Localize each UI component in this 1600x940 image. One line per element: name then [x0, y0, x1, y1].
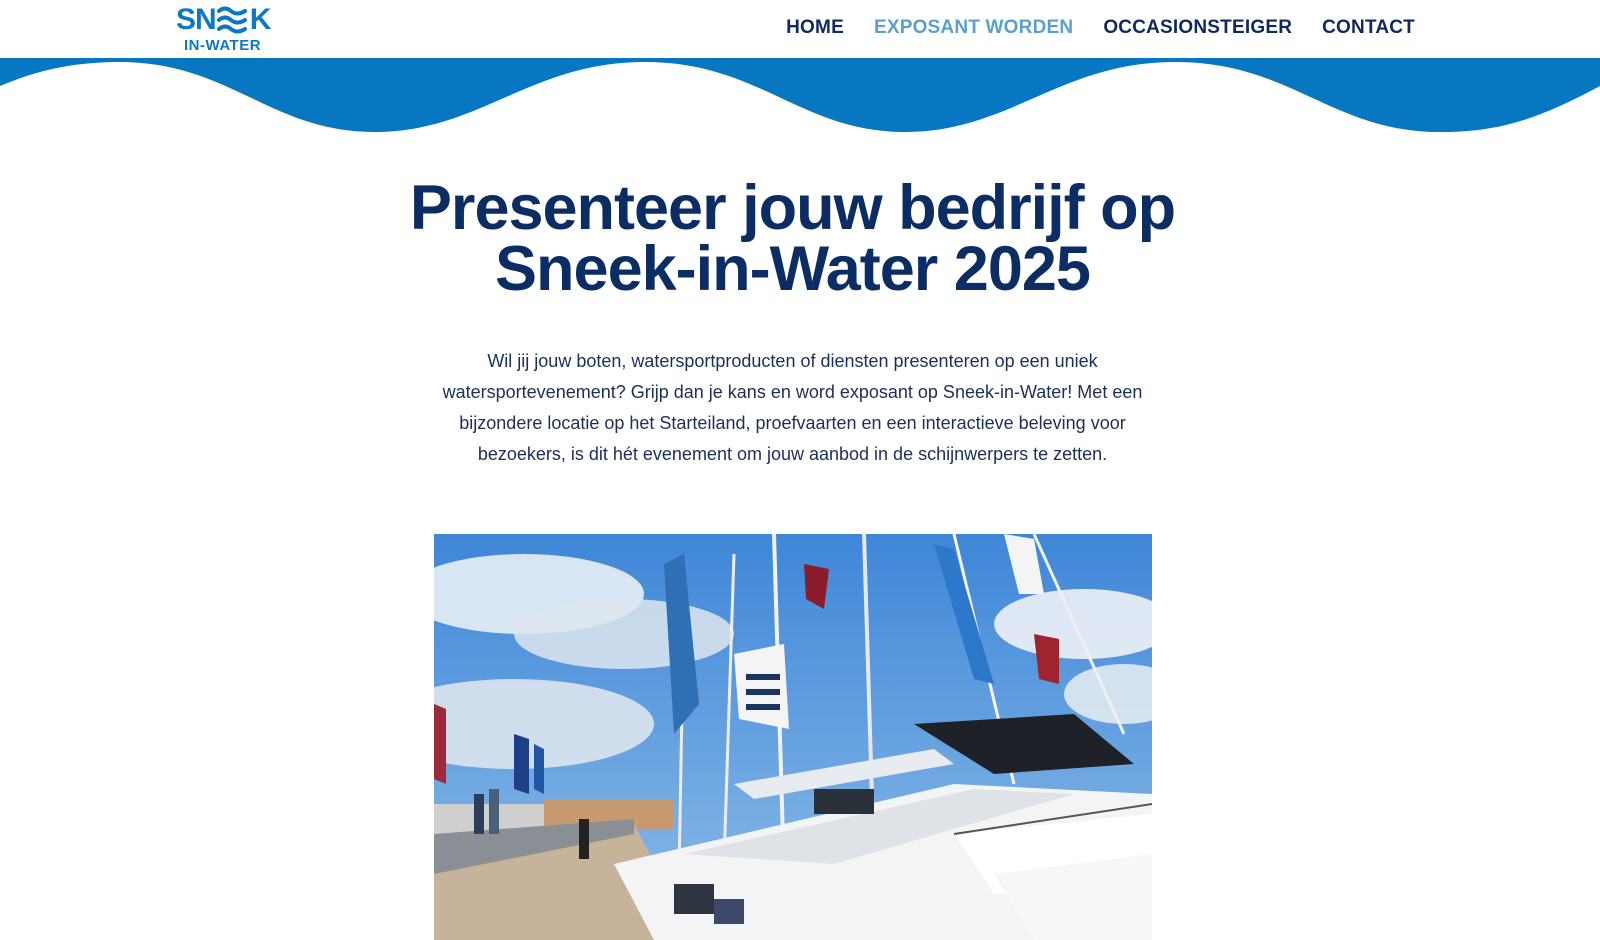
logo-wordmark — [176, 3, 280, 37]
nav-home[interactable]: HOME — [786, 17, 844, 38]
intro-paragraph: Wil jij jouw boten, watersportproducten of diensten presenteren op een uniek watersportevenement? Grijp dan je kans en word exposant op Sneek-in-Water! Met een bijzondere locatie op het Starteiland, proefvaarten en een interactieve beleving voor bezoekers, is dit hét evenement om jouw aanbod in de schijnwerpers te zetten. — [442, 351, 1143, 464]
logo-letters-sn: SN — [176, 3, 216, 36]
boat-show-photo — [434, 534, 1152, 940]
nav-contact[interactable]: CONTACT — [1322, 17, 1415, 38]
logo-waves-icon — [217, 5, 249, 35]
logo-subline: IN-WATER — [184, 37, 262, 54]
main-nav — [786, 0, 1415, 56]
page-title: Presenteer jouw bedrijf op Sneek-in-Water 2025 — [409, 173, 1176, 304]
nav-occasionsteiger[interactable]: OCCASIONSTEIGER — [1103, 17, 1293, 38]
site-header — [0, 0, 1600, 58]
wave-divider — [0, 58, 1600, 138]
logo-letter-k: K — [249, 3, 271, 36]
nav-exposant-worden[interactable]: EXPOSANT WORDEN — [873, 17, 1074, 38]
site-logo[interactable] — [176, 3, 280, 55]
boat-show-illustration — [434, 534, 1152, 940]
